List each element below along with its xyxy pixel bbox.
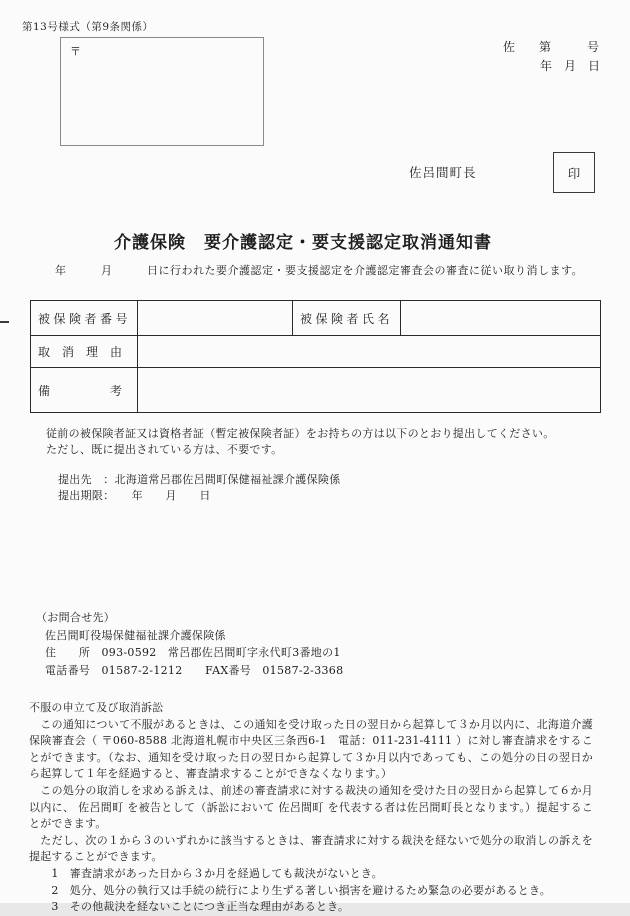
insured-name-label: 被保険者氏名 [293,301,401,336]
note-line-1: 従前の被保険者証又は資格者証（暫定被保険者証）をお持ちの方は以下のとおり提出してください。 [46,427,555,440]
cancellation-reason-value [138,336,601,368]
remarks-label: 備 考 [31,368,138,413]
insured-name-value [401,301,601,336]
seal-label: 印 [567,165,581,181]
deadline-line: 提出期限： 年 月 日 [58,489,211,502]
appeals-block [29,700,593,916]
appeals-paragraph-3: ただし、次の１から３のいずれかに該当するときは、審査請求に対する裁決を経ないで処分の取消しの訴えを提起することができます。 [29,833,593,864]
appeals-list-item-2: 2 処分、処分の執行又は手続の続行により生ずる著しい損害を避けるため緊急の必要があるとき。 [29,883,551,897]
remarks-value [138,368,601,413]
appeals-list-item-3: 3 その他裁決を経ないことにつき正当な理由があるとき。 [29,900,350,914]
contact-block [36,609,343,679]
appeals-heading: 不服の申立て及び取消訴訟 [29,701,164,714]
page-title: 介護保険 要介護認定・要支援認定取消通知書 [114,233,492,253]
document-number-line: 佐 第 号 [503,40,600,54]
contact-address: 住 所 093-0592 常呂郡佐呂間町字永代町3番地の1 [45,646,341,659]
table-row [31,336,601,368]
insured-number-label: 被保険者番号 [31,301,138,336]
contact-heading: （お問合せ先） [36,611,116,624]
insured-info-table [30,300,601,413]
note-line-2: ただし、既に提出されている方は、不要です。 [46,443,283,456]
contact-phone-fax: 電話番号 01587-2-1212 FAX番号 01587-2-3368 [45,663,344,677]
appeals-paragraph-2: この処分の取消しを求める訴えは、前述の審査請求に対する裁決の通知を受けた日の翌日から起算して６か月以内に、 佐呂間町 を被告として（訴訟において 佐呂間町 を代表する者は佐呂間町長となります。）提起することができます。 [29,783,593,831]
cancellation-reason-label: 取 消 理 由 [31,336,138,368]
intro-sentence: 年 月 日に行われた要介護認定・要支援認定を介護認定審査会の審査に従い取り消します。 [55,264,584,277]
contact-office: 佐呂間町役場保健福祉課介護保険係 [45,628,226,642]
appeals-paragraph-1: この通知について不服があるときは、この通知を受け取った日の翌日から起算して３か月以内に、北海道介護保険審査会（ 〒060-8588 北海道札幌市中央区三条西6-1 電話：011-231-4111 ）に対し審査請求をすることができます。（なお、通知を受け取った日の翌日から起算して３か月以内であっても、この処分の日の翌日から起算して１年を経過すると、審査請求することができなくなります。） [29,717,593,781]
mayor-label: 佐呂間町長 [409,165,477,180]
appeals-list-item-1: 1 審査請求があった日から３か月を経過しても裁決がないとき。 [29,866,383,880]
seal-box [553,152,595,193]
submit-to-line: 提出先 ：北海道常呂郡佐呂間町保健福祉課介護保険係 [58,473,341,486]
postal-mark: 〒 [70,45,81,58]
left-margin-mark [0,321,9,323]
table-row [31,301,601,336]
submission-note [46,426,555,458]
document-date-line: 年 月 日 [540,59,601,73]
recipient-address-box [60,37,264,146]
form-number: 第13号様式（第9条関係） [22,21,154,33]
insured-number-value [138,301,293,336]
table-row [31,368,601,413]
